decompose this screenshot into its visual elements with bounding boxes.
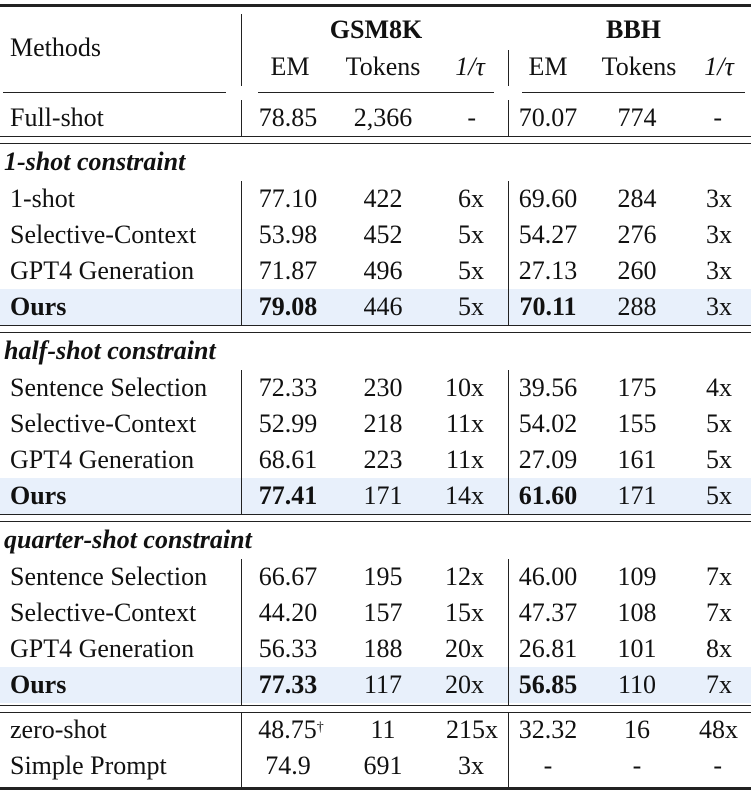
table-row-ours: [0, 667, 751, 703]
gsm-tau-header: 1/τ: [455, 52, 485, 81]
gsm-em-cell: 77.33: [258, 670, 318, 699]
methods-underline: [3, 92, 226, 93]
gsm-em-cell: 66.67: [258, 562, 318, 591]
section-title-1shot: 1-shot constraint: [4, 147, 186, 176]
method-cell: GPT4 Generation: [10, 445, 195, 474]
gsm-tau-cell: 10x: [445, 373, 484, 402]
table-row-simple-prompt: [0, 748, 751, 784]
methods-header: Methods: [10, 33, 101, 62]
method-cell: Ours: [10, 292, 67, 321]
sec2-rule-1: [0, 514, 751, 515]
gsm-tau-cell: -: [467, 103, 476, 132]
gsm-em-header: EM: [270, 52, 310, 81]
bbh-tau-cell: 3x: [706, 256, 732, 285]
gsm-em-cell: 44.20: [258, 598, 318, 627]
bbh-tau-cell: -: [713, 103, 722, 132]
gsm-em-cell: 77.41: [258, 481, 318, 510]
gsm-tokens-cell: 230: [363, 373, 403, 402]
bbh-em-cell: 32.32: [518, 715, 578, 744]
bbh-tokens-header: Tokens: [601, 52, 677, 81]
section-title-halfshot: half-shot constraint: [4, 336, 216, 365]
bbh-tau-cell: 5x: [706, 481, 732, 510]
bbh-tau-cell: 7x: [706, 598, 732, 627]
bbh-em-cell: 47.37: [518, 598, 578, 627]
gsm-tau-cell: 5x: [458, 256, 484, 285]
sec3-rule-1: [0, 705, 751, 706]
top-rule: [0, 4, 751, 7]
bbh-em-cell: 27.13: [518, 256, 578, 285]
bbh-tokens-cell: 175: [617, 373, 657, 402]
gsm-tokens-cell: 195: [363, 562, 403, 591]
gsm-tau-cell: 14x: [445, 481, 484, 510]
gsm-tokens-cell: 496: [363, 256, 403, 285]
gsm-tau-cell: 6x: [458, 184, 484, 213]
bbh-em-cell: 46.00: [518, 562, 578, 591]
gsm-em-cell: 78.85: [258, 103, 318, 132]
bbh-tokens-cell: 109: [617, 562, 657, 591]
gsm-tokens-cell: 691: [363, 751, 403, 780]
sec2-rule-2: [0, 521, 751, 522]
fullshot-rule-2: [0, 143, 751, 144]
bbh-tau-cell: 5x: [706, 445, 732, 474]
gsm-tau-cell: 3x: [458, 751, 484, 780]
gsm-tau-cell: 11x: [445, 409, 484, 438]
sec1-rule-2: [0, 332, 751, 333]
table-row: [0, 442, 751, 478]
gsm-tau-cell: 15x: [445, 598, 484, 627]
bbh-em-cell: -: [543, 751, 553, 780]
bbh-tau-cell: 8x: [706, 634, 732, 663]
section-title-quartershot: quarter-shot constraint: [4, 525, 252, 554]
method-cell: Simple Prompt: [10, 751, 167, 780]
method-cell: zero-shot: [10, 715, 107, 744]
bbh-tau-cell: 5x: [706, 409, 732, 438]
bbh-tau-cell: 3x: [706, 292, 732, 321]
gsm-tau-cell: 20x: [445, 634, 484, 663]
table-row-ours: [0, 289, 751, 325]
bbh-em-header: EM: [528, 52, 568, 81]
method-cell: Ours: [10, 670, 67, 699]
bbh-tokens-cell: -: [632, 751, 642, 780]
gsm-tokens-cell: 171: [363, 481, 403, 510]
gsm-em-cell: 77.10: [258, 184, 318, 213]
gsm-tokens-cell: 117: [363, 670, 403, 699]
gsm-tau-cell: 5x: [458, 220, 484, 249]
table-row: [0, 595, 751, 631]
table-row: [0, 370, 751, 406]
gsm-em-cell: 72.33: [258, 373, 318, 402]
gsm-em-cell: 52.99: [258, 409, 318, 438]
bbh-tau-cell: 48x: [699, 715, 738, 744]
bbh-tokens-cell: 110: [617, 670, 657, 699]
bbh-em-cell: 56.85: [518, 670, 578, 699]
table-row: [0, 217, 751, 253]
gsm-em-cell: 74.9: [265, 751, 311, 780]
bbh-tokens-cell: 101: [617, 634, 657, 663]
bbh-tau-cell: 3x: [706, 184, 732, 213]
bbh-underline: [522, 92, 745, 93]
dagger-mark: †: [316, 720, 324, 735]
gsm-tokens-cell: 11: [370, 715, 396, 744]
table-row: [0, 253, 751, 289]
method-cell: Selective-Context: [10, 220, 197, 249]
gsm-tau-cell: 20x: [445, 670, 484, 699]
gsm-em-cell: 79.08: [258, 292, 318, 321]
bbh-em-cell: 70.07: [518, 103, 578, 132]
gsm-tokens-cell: 452: [363, 220, 403, 249]
bbh-tokens-cell: 155: [617, 409, 657, 438]
bbh-tokens-cell: 171: [617, 481, 657, 510]
gsm-em-cell: [246, 712, 336, 748]
gsm-tau-cell: 5x: [458, 292, 484, 321]
table-row: [0, 406, 751, 442]
bbh-em-cell: 69.60: [518, 184, 578, 213]
gsm-em-cell: 53.98: [258, 220, 318, 249]
bbh-header: BBH: [606, 15, 661, 44]
gsm-tokens-cell: 2,366: [353, 103, 413, 132]
bbh-tokens-cell: 260: [617, 256, 657, 285]
fullshot-rule-1: [0, 136, 751, 137]
method-cell: Selective-Context: [10, 598, 197, 627]
bbh-em-cell: 61.60: [518, 481, 578, 510]
gsm-tokens-cell: 218: [363, 409, 403, 438]
method-cell: 1-shot: [10, 184, 75, 213]
bbh-em-cell: 54.02: [518, 409, 578, 438]
method-cell: GPT4 Generation: [10, 256, 195, 285]
bbh-tokens-cell: 108: [617, 598, 657, 627]
gsm-tau-cell: 12x: [445, 562, 484, 591]
bottom-rule: [0, 787, 751, 790]
sec1-rule-1: [0, 325, 751, 326]
gsm8k-header: GSM8K: [329, 15, 423, 44]
gsm-em-cell: 71.87: [258, 256, 318, 285]
bbh-tokens-cell: 16: [624, 715, 650, 744]
method-cell: Sentence Selection: [10, 562, 208, 591]
table-row: [0, 559, 751, 595]
bbh-em-cell: 27.09: [518, 445, 578, 474]
gsm-tokens-cell: 157: [363, 598, 403, 627]
gsm-em-value: 48.75: [258, 715, 317, 744]
gsm-tokens-header: Tokens: [345, 52, 421, 81]
bbh-tau-cell: 4x: [706, 373, 732, 402]
gsm-tokens-cell: 188: [363, 634, 403, 663]
bbh-tau-cell: -: [713, 751, 722, 780]
gsm-tau-cell: 11x: [445, 445, 484, 474]
table-row-zeroshot: [0, 712, 751, 748]
table-row: [0, 181, 751, 217]
bbh-tau-cell: 3x: [706, 220, 732, 249]
method-cell: Ours: [10, 481, 67, 510]
bbh-em-cell: 26.81: [518, 634, 578, 663]
bbh-em-cell: 39.56: [518, 373, 578, 402]
bbh-em-cell: 70.11: [519, 292, 577, 321]
method-cell: Sentence Selection: [10, 373, 208, 402]
method-cell: GPT4 Generation: [10, 634, 195, 663]
bbh-tokens-cell: 288: [617, 292, 657, 321]
bbh-tokens-cell: 161: [617, 445, 657, 474]
table-row-fullshot: [0, 100, 751, 136]
bbh-em-cell: 54.27: [518, 220, 578, 249]
gsm-tau-cell: 215x: [446, 715, 498, 744]
bbh-tau-header: 1/τ: [704, 52, 734, 81]
gsm-tokens-cell: 422: [363, 184, 403, 213]
table-row: [0, 631, 751, 667]
bbh-tokens-cell: 284: [617, 184, 657, 213]
gsm-em-cell: 68.61: [258, 445, 318, 474]
vline-methods-header: [241, 14, 242, 86]
vline-groups-header: [508, 50, 509, 86]
gsm-tokens-cell: 446: [363, 292, 403, 321]
gsm-tokens-cell: 223: [363, 445, 403, 474]
gsm8k-underline: [258, 92, 494, 93]
method-cell: Selective-Context: [10, 409, 197, 438]
bbh-tokens-cell: 276: [617, 220, 657, 249]
gsm-em-cell: 56.33: [258, 634, 318, 663]
table-row-ours: [0, 478, 751, 514]
bbh-tau-cell: 7x: [706, 562, 732, 591]
bbh-tau-cell: 7x: [706, 670, 732, 699]
bbh-tokens-cell: 774: [617, 103, 657, 132]
method-cell: Full-shot: [10, 103, 104, 132]
